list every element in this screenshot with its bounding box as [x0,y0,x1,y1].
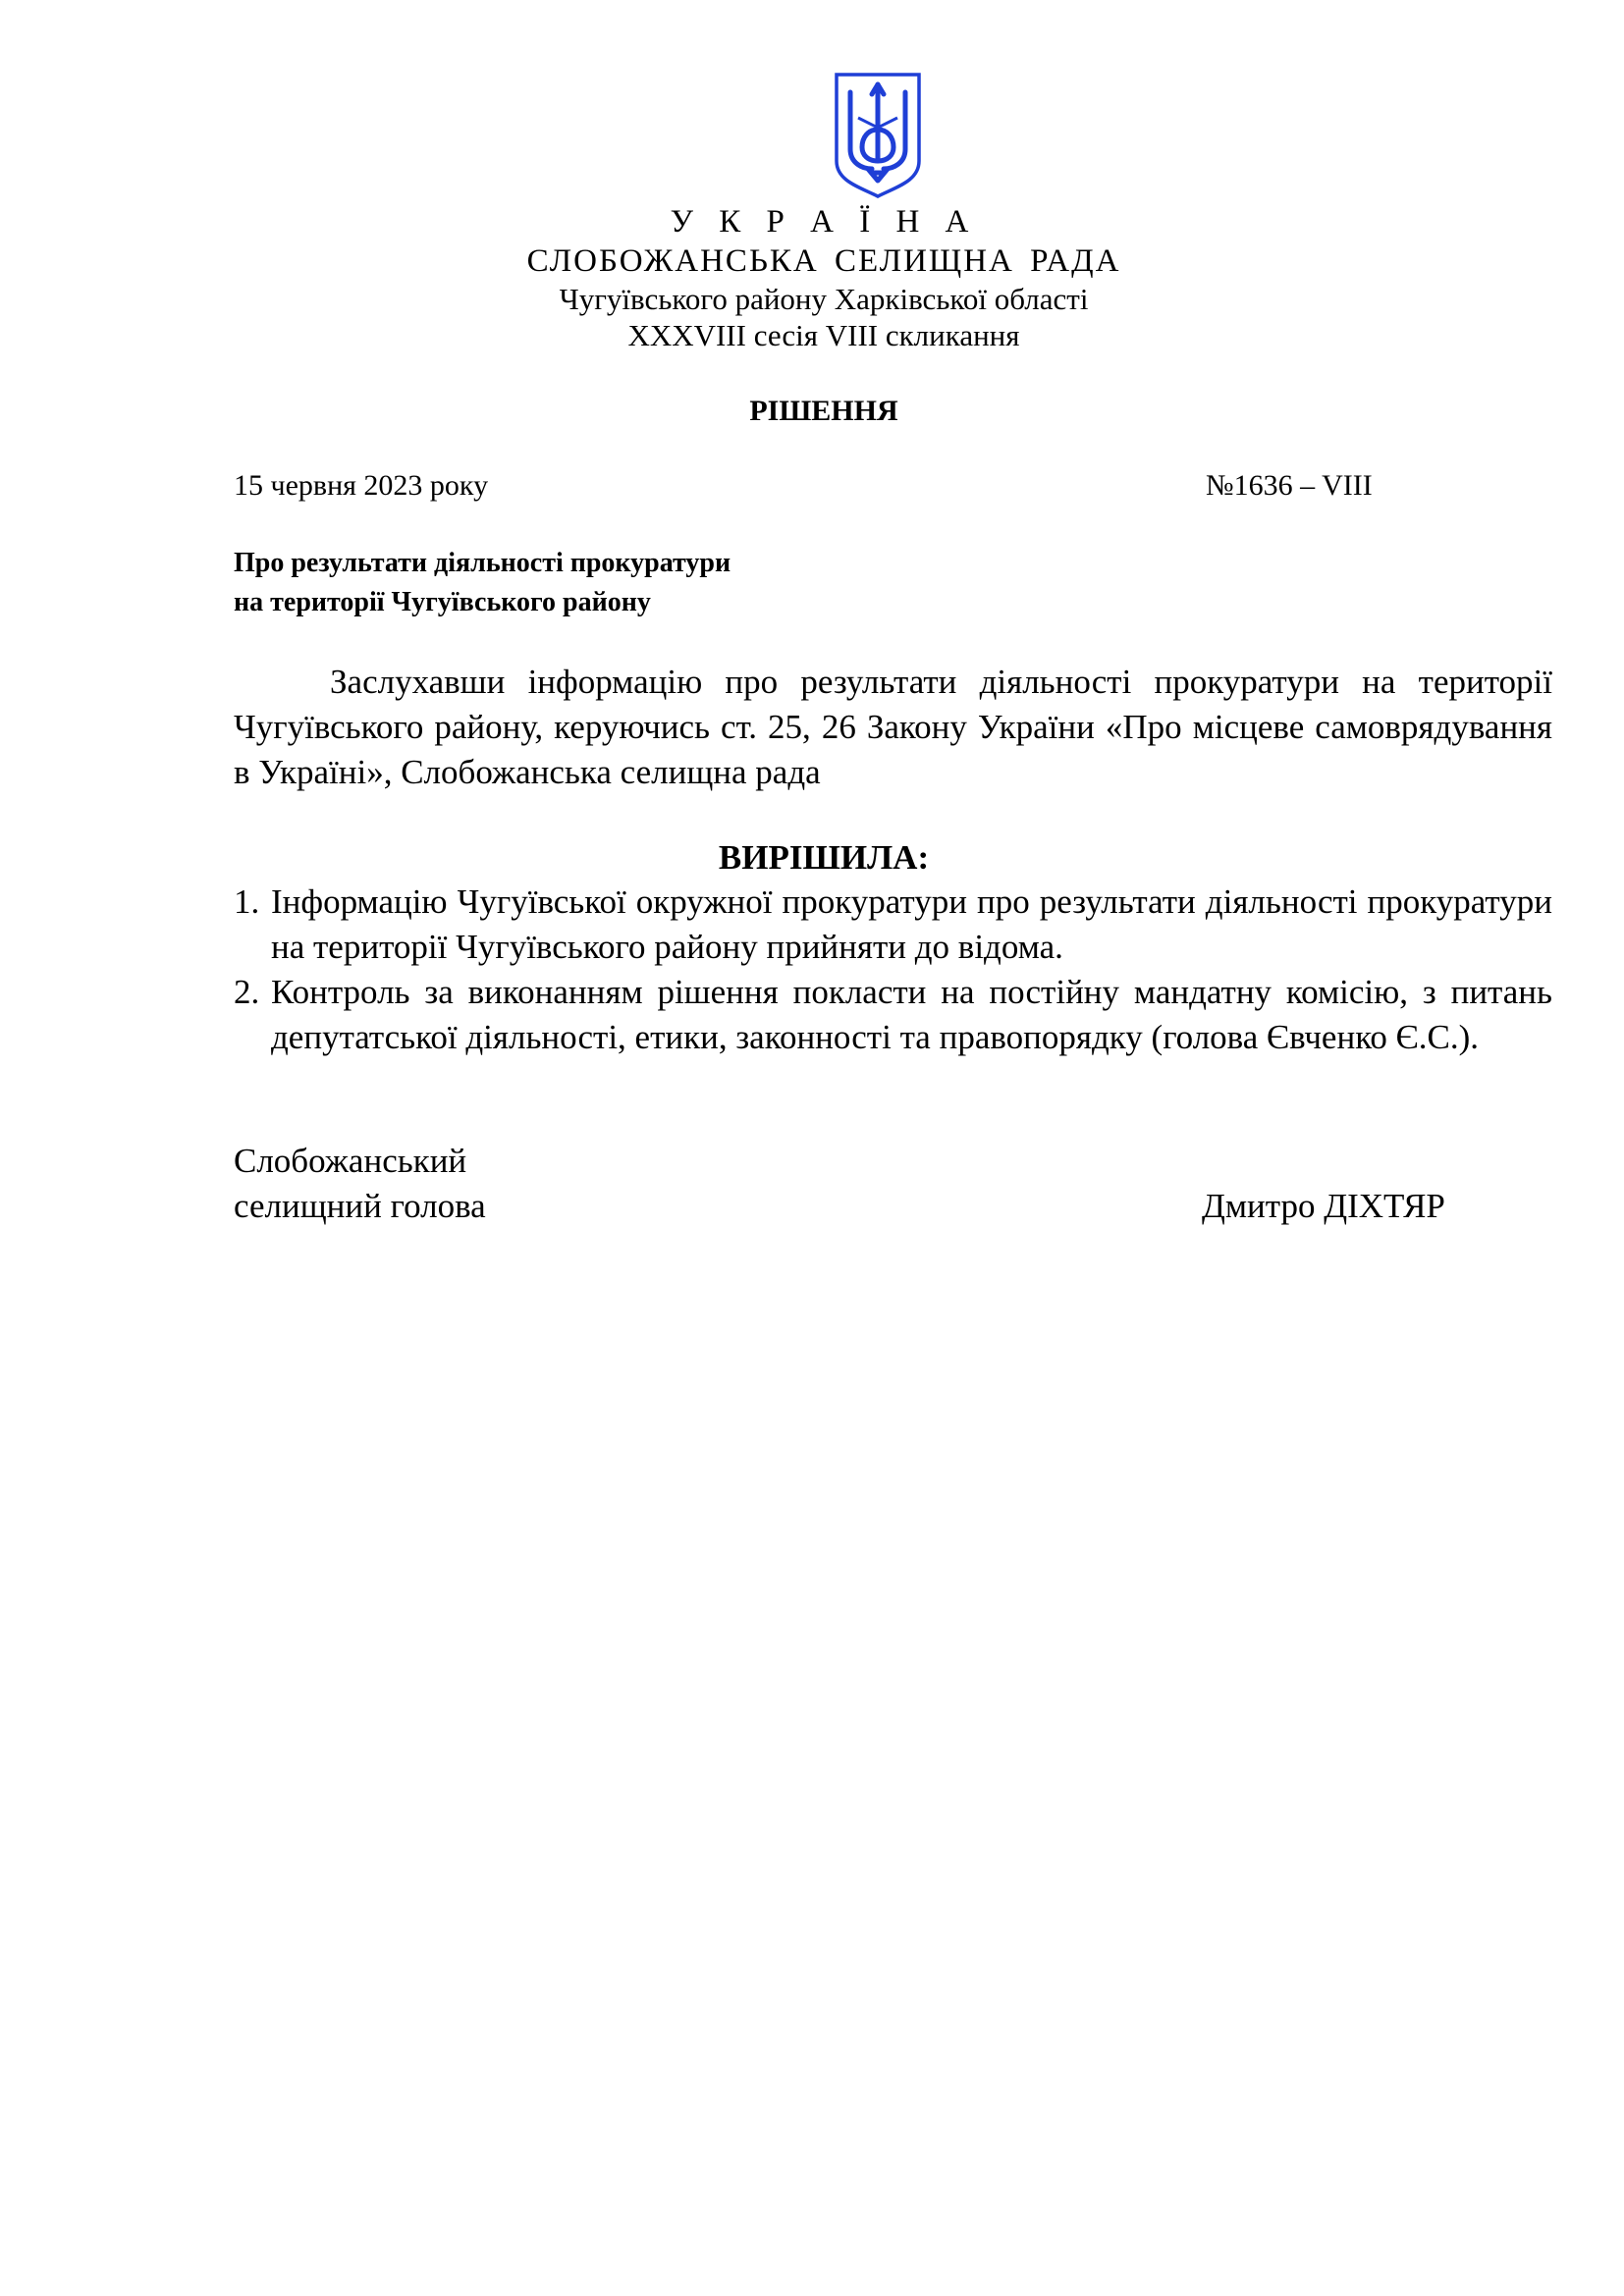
document-date: 15 червня 2023 року [234,469,489,502]
resolution-item [234,880,1552,970]
resolved-heading: ВИРІШИЛА: [718,838,930,877]
document-number: №1636 – VIII [1206,469,1373,502]
district-name: Чугуївського району Харківської області [559,282,1089,316]
document-type-title: РІШЕННЯ [749,395,898,427]
preamble-paragraph: Заслухавши інформацію про результати діяльності прокуратури на території Чугуївського району, керуючись ст. 25, 26 Закону України «Про місцеве самоврядування в Україні», Слобожанська селищна рада [234,663,1552,791]
position-line: Слобожанський [234,1142,467,1180]
item-number: 2. [234,973,260,1011]
country-name: У К Р А Ї Н А [670,204,978,240]
item-text: Інформацію Чугуївської окружної прокуратури про результати діяльності прокуратури на території Чугуївського району прийняти до відома. [271,882,1552,966]
resolution-item [234,970,1552,1060]
signatory-name: Дмитро ДІХТЯР [1202,1187,1445,1225]
council-name: СЛОБОЖАНСЬКА СЕЛИЩНА РАДА [526,243,1121,279]
tryzub-coat-of-arms-icon [833,71,923,200]
document-subject [234,544,731,622]
session-name: XXXVIII сесія VIII скликання [627,318,1020,352]
resolution-items [234,880,1552,1060]
item-text: Контроль за виконанням рішення покласти на постійну мандатну комісію, з питань депутатської діяльності, етики, законності та правопорядку (голова Євченко Є.С.). [271,973,1552,1056]
signatory-position [234,1139,486,1229]
position-line: селищний голова [234,1187,486,1225]
subject-line: Про результати діяльності прокуратури [234,548,731,578]
subject-line: на території Чугуївського району [234,587,651,617]
item-number: 1. [234,882,260,921]
